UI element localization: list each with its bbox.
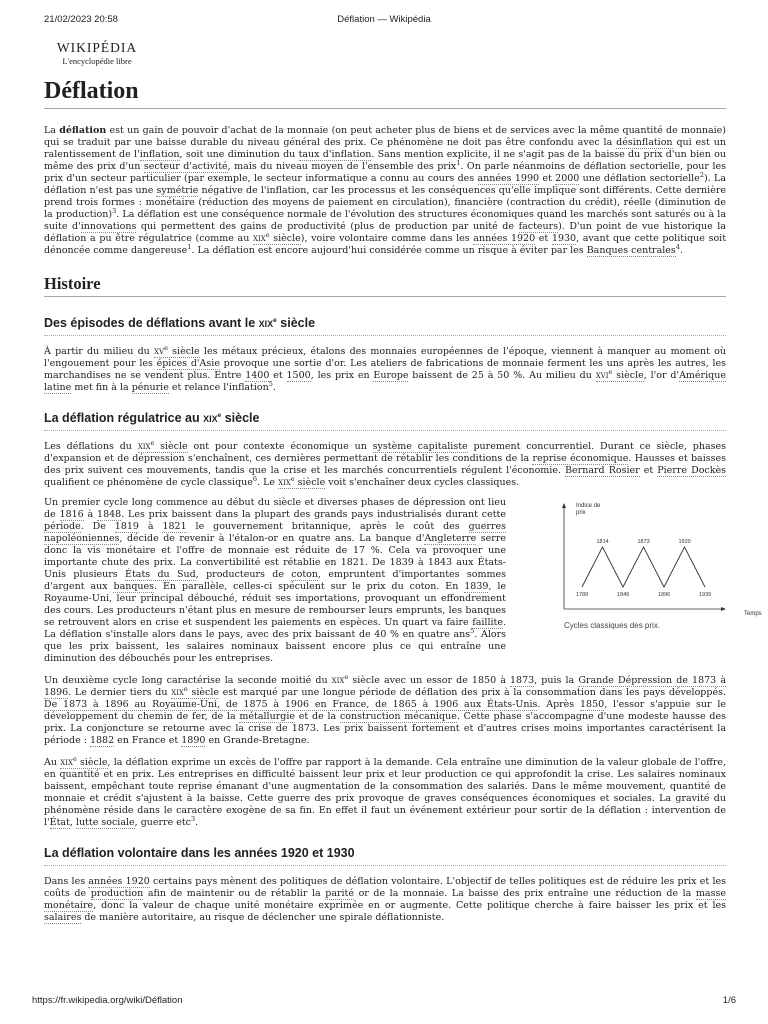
link-facteurs[interactable]: facteurs [518,221,559,232]
link-parite[interactable]: parité [325,888,354,899]
link-xix-siecle[interactable]: xix$^e$ siècle [137,438,188,452]
ref-link[interactable]: 2 [699,170,704,179]
wikipedia-logo[interactable] [52,40,142,66]
paragraph: À partir du milieu du $xv^e$ siècle les métaux précieux, étalons des monnaies européennes de l'époque, viennent à manquer au moment où l'engouement pour les épices d'Asie provoque une sortie d'or. Les ateliers de fabrications de monnaie ferment les uns après les autres, les marchandises ne se vendent plus. Entre 1400 et 1500, les prix en Europe baissent de 25 à 50 %. Au milieu du xvi$^e$ siècle, l'or d'Amérique latine met fin à la pénurie et relance l'inflation$^5$. [44,343,726,393]
link-faillite[interactable]: faillite [472,617,503,628]
link-xix-siecle[interactable]: xix$^e$ siècle [171,684,219,698]
link-etat[interactable]: État [49,817,70,828]
link-xv-siecle[interactable]: $xv^e$ siècle [154,343,200,357]
link-reprise-economique[interactable]: reprise économique [532,453,629,464]
link-salaires[interactable]: salaires [44,912,82,923]
print-page-title: Déflation — Wikipédia [337,14,431,25]
print-url: https://fr.wikipedia.org/wiki/Déflation [32,995,183,1006]
link-annees-1920[interactable]: années 1920 [473,233,536,244]
link-1848[interactable]: 1848 [97,509,122,520]
link-pierre-dockes[interactable]: Pierre Dockès [657,465,726,476]
ref-link[interactable]: 3 [112,206,117,215]
figure-section [44,497,762,665]
x-axis-label: Temps [744,611,762,617]
link-1850[interactable]: 1850 [580,699,605,710]
subsection-heading-avant-xix: Des épisodes de déflations avant le xix$^e$ siècle [44,315,726,336]
figure-caption: Cycles classiques des prix. [564,621,661,630]
ref-link[interactable]: 6 [252,474,258,483]
link-1930[interactable]: 1930 [551,233,577,244]
logo-tagline: L'encyclopédie libre [62,56,132,66]
subsection-heading-volontaire: La déflation volontaire dans les années 1920 et 1930 [44,845,726,866]
link-bernard-rosier[interactable]: Bernard Rosier [565,465,640,476]
link-1819[interactable]: 1819 [114,521,139,532]
link-symetrie[interactable]: symétrie [156,185,199,196]
link-banques-centrales[interactable]: Banques centrales [586,245,676,256]
link-xvi-siecle[interactable]: xvi$^e$ siècle [595,367,644,381]
cycle-year-label: 1939 [699,592,712,598]
figure-cycles-classiques[interactable] [564,497,762,630]
cycle-year-label: 1920 [678,539,691,545]
link-1816[interactable]: 1816 [59,509,84,520]
ref-link[interactable]: 1 [456,158,461,167]
lead-paragraph: La déflation est un gain de pouvoir d'achat de la monnaie (on peut acheter plus de biens et de services avec la même quantité de monnaie) qui se traduit par une baisse durable du niveau général des prix. Ce phénomène ne doit pas être confondu avec la désinflation qui est un ralentissement de l'inflation, soit une diminution du taux d'inflation. Sans mention explicite, il ne s'agit pas de la baisse du prix d'un bien ou même des prix d'un secteur d'activité, mais du niveau moyen de l'ensemble des prix$^1$. On parle néanmoins de déflation sectorielle, pour les prix d'un secteur particulier (par exemple, le secteur informatique a connu au cours des années 1990 et 2000 une déflation sectorielle$^2$). La déflation n'est pas une symétrie négative de l'inflation, car les processus et les conséquences qu'elle implique sont différents. Cette dernière prend trois formes : monétaire (réduction des moyens de paiement en circulation), financière (contraction du crédit), réelle (diminution de la production)$^3$. La déflation est une conséquence normale de l'évolution des structures économiques quand les marchés sont saturés ou à la suite d'innovations qui permettent des gains de productivité (plus de production par unité de facteurs). D'un point de vue historique la déflation a pu être régulatrice (comme au xix$^e$ siècle), voire volontaire comme dans les années 1920 et 1930, avant que cette politique soit dénoncée comme dangereuse$^1$. La déflation est encore aujourd'hui considérée comme un risque à éviter par les Banques centrales$^4$. [44,125,727,256]
y-axis-arrow [562,503,566,508]
link-1821[interactable]: 1821 [162,521,187,532]
link-construction-mecanique[interactable]: construction mécanique [339,711,457,722]
link-penurie[interactable]: pénurie [131,382,169,393]
link-production[interactable]: production [90,888,144,899]
link-2000[interactable]: 2000 [555,173,580,184]
ref-link[interactable]: 1 [187,242,192,251]
section-heading-histoire: Histoire [44,273,726,297]
cycle-year-label: 1896 [658,592,671,598]
paragraph: Dans les années 1920 certains pays mènent des politiques de déflation volontaire. L'objectif de telles politiques est de réduire les prix et les coûts de production afin de maintenir ou de rétablir la parité or de la monnaie. La baisse des prix entraîne une réduction de la masse monétaire, donc la valeur de chaque unité monétaire exprimée en or augmente. Cette politique cherche à faire baisser les prix et les salaires de manière autoritaire, au risque de déclencher une spirale déflationniste. [44,876,727,923]
link-coton[interactable]: coton [291,569,318,580]
link-annees-1990[interactable]: années 1990 [477,173,540,184]
page-title: Déflation [44,76,726,109]
link-epices[interactable]: épices d'Asie [156,358,220,369]
link-annees-1920[interactable]: années 1920 [88,876,150,887]
cycle-marks [576,539,711,598]
article-content [44,76,762,924]
cycle-line [582,547,705,587]
print-header [0,14,768,28]
link-1400[interactable]: 1400 [245,370,270,381]
link-grande-depression[interactable]: Grande Dépression de 1873 à 1896 [44,675,726,698]
link-periode[interactable]: période [44,521,81,532]
link-periods[interactable]: De 1873 à 1896 au Royaume-Uni, de 1875 à 1906 en France, de 1865 à 1906 aux États-Unis [44,699,538,710]
cycle-year-label: 1873 [637,539,650,545]
link-innovations[interactable]: innovations [80,221,137,232]
paragraph: Les déflations du xix$^e$ siècle ont pour contexte économique un système capitaliste purement concurrentiel. Durant ce siècle, phases d'expansion et de dépression s'enchaînent, ces dernières permettant de rétablir les conditions de la reprise économique. Hausses et baisses des prix suivent ces mouvements, tandis que la crise et les marchés concurrentiels régulent l'économie. Bernard Rosier et Pierre Dockès qualifient ce phénomène de cycle classique$^6$. Le xix$^e$ siècle voit s'enchaîner deux cycles classiques. [44,438,726,488]
paragraph: Au xix$^e$ siècle, la déflation exprime un excès de l'offre par rapport à la demande. Cela entraîne une diminution de la valeur globale de l'offre, en quantité et en prix. Les entreprises en difficulté baissent leur prix et leur production ce qui approfondit la crise. Les salaires nominaux baissent, empêchant toute reprise émanant d'une augmentation de la consommation des salariés. Dans le même mouvement, quantité de monnaie et crédit s'ajustent à la baisse. Cette guerre des prix provoque de graves conséquences économiques et sociales. La gravité du phénomène réside dans le caractère exogène de sa fin. En effet il faut un événement extérieur pour sortir de la déflation : intervention de l'État, lutte sociale, guerre etc$^3$. [44,754,726,828]
cycle-year-label: 1849 [617,592,630,598]
x-axis-arrow [721,607,726,611]
print-date: 21/02/2023 20:58 [44,14,118,25]
link-guerres-napoleoniennes[interactable]: guerres napoléoniennes [44,521,506,544]
link-1890[interactable]: 1890 [181,735,206,746]
link-xix-siecle[interactable]: xix$^e$ siècle [60,754,108,768]
link-taux-inflation[interactable]: taux d'inflation [298,149,372,160]
paragraph: Un deuxième cycle long caractérise la seconde moitié du xix$^e$ siècle avec un essor de 1850 à 1873, puis la Grande Dépression de 1873 à 1896. Le dernier tiers du xix$^e$ siècle est marqué par une longue période de déflation des prix à la consommation dans les pays développés. De 1873 à 1896 au Royaume-Uni, de 1875 à 1906 en France, de 1865 à 1906 aux États-Unis. Après 1850, l'essor s'appuie sur le développement du chemin de fer, de la métallurgie et de la construction mécanique. Cette phase s'accompagne d'une modeste hausse des prix. La conjoncture se retourne avec la crise de 1873. Les prix baissent fortement et d'autres crises moins importantes caractérisent la période : 1882 en France et 1890 en Grande-Bretagne. [44,672,727,746]
link-1500[interactable]: 1500 [286,370,311,381]
link-angleterre[interactable]: Angleterre [424,533,477,544]
link-systeme-capitaliste[interactable]: système capitaliste [372,441,468,452]
cycle-year-label: 1814 [596,539,609,545]
link-1873[interactable]: 1873 [509,675,535,686]
cycle-year-label: 1789 [576,592,589,598]
link-secteur[interactable]: secteur d'activité [143,161,228,172]
subsection-heading-regulatrice: La déflation régulatrice au xix$^e$ siècle [44,410,726,431]
link-europe[interactable]: Europe [373,370,409,381]
cycles-chart [564,497,762,617]
link-etats-du-sud[interactable]: États du Sud [125,569,196,580]
ref-link[interactable]: 4 [675,242,680,251]
link-1882[interactable]: 1882 [89,735,115,746]
link-amerique-latine[interactable]: Amérique latine [44,370,726,393]
link-metallurgie[interactable]: métallurgie [239,711,295,722]
link-lutte-sociale[interactable]: lutte sociale [75,817,135,828]
print-page-number: 1/6 [722,995,736,1006]
ref-link[interactable]: 3 [191,814,196,823]
logo-name: WIKIPÉDIA [56,40,138,55]
ref-link[interactable]: 5 [268,379,273,388]
paragraph: Un premier cycle long commence au début du siècle et diverses phases de dépression ont lieu de 1816 à 1848. Les prix baissent dans la plupart des grands pays industrialisés durant cette période. De 1819 à 1821 le gouvernement britannique, après le coût des guerres napoléoniennes, décide de revenir à l'étalon-or en quatre ans. La banque d'Angleterre serre donc la vis monétaire et l'offre de monnaie est réduite de 17 %. Cela va provoquer une importante chute des prix. La convertibilité est rétablie en 1821. De 1839 à 1843 aux États-Unis plusieurs États du Sud, producteurs de coton, empruntent d'importantes sommes d'argent aux banques. En parallèle, celles-ci spéculent sur le prix du coton. En 1839, le Royaume-Uni, leur principal débouché, réduit ses importations, provoquant un effondrement des cours. Les producteurs n'étant plus en mesure de rembourser leurs emprunts, les banques se retrouvent alors en crise et suspendent les paiements en espèces. Un quart va faire faillite. La déflation s'installe alors dans le pays, avec des prix baissant de 40 % en quatre ans$^5$. Alors que les prix baissent, les salaires nominaux baissent encore plus ce qui entraîne une diminution des débouchés pour les entreprises. [44,497,507,664]
link-xix-siecle[interactable]: xix$^e$ siècle [253,230,301,244]
link-xix-siecle[interactable]: xix$^e$ siècle [278,474,326,488]
ref-link[interactable]: 5 [470,626,475,635]
link-masse-monetaire[interactable]: masse monétaire [44,888,726,911]
y-axis-label-2: prix [576,510,586,516]
link-desinflation[interactable]: désinflation [616,137,673,148]
link-inflation[interactable]: inflation [139,149,180,160]
link-1839[interactable]: 1839 [464,581,489,592]
y-axis-label-1: Indice de [576,503,601,509]
print-footer [0,995,768,1009]
link-banques[interactable]: banques [113,581,155,592]
